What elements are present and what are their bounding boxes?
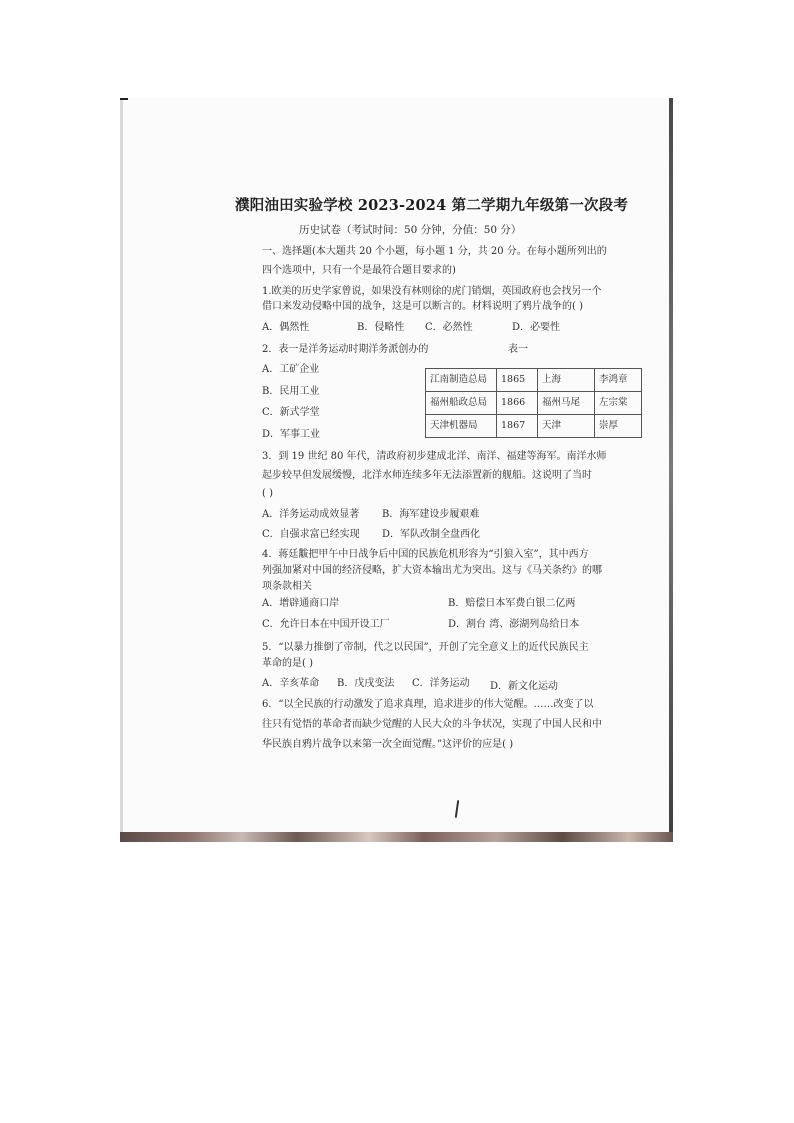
table-cell: 江南制造总局 xyxy=(426,369,497,392)
q1-stem-line2: 借口来发动侵略中国的战争，这是可以断言的。材料说明了鸦片战争的( ) xyxy=(262,301,583,312)
q3-stem-line2: 起步较早但发展缓慢，北洋水师连续多年无法添置新的舰船。这说明了当时 xyxy=(262,470,592,481)
q4-stem-line1: 4．蒋廷黻把甲午中日战争后中国的民族危机形容为“引狼入室”，其中西方 xyxy=(262,549,589,560)
table-cell: 上海 xyxy=(538,369,595,392)
q2-table xyxy=(425,368,642,438)
q5-stem-line2: 革命的是( ) xyxy=(262,658,313,669)
exam-title: 濮阳油田实验学校 2023-2024 第二学期九年级第一次段考 xyxy=(235,197,629,214)
q6-stem-line1: 6．“以全民族的行动激发了追求真理，追求进步的伟大觉醒。……改变了以 xyxy=(262,699,594,710)
q6-stem-line3: 华民族自鸦片战争以来第一次全面觉醒。”这评价的应是( ) xyxy=(262,739,514,750)
q3-option-d: D．军队改制全盘西化 xyxy=(382,529,481,540)
table-cell: 1865 xyxy=(497,369,538,392)
exam-subtitle: 历史试卷（考试时间：50 分钟，分值：50 分） xyxy=(299,224,522,236)
table-cell: 李鸿章 xyxy=(595,369,642,392)
section-heading-line1: 一、选择题(本大题共 20 个小题，每小题 1 分，共 20 分。在每小题所列出的 xyxy=(262,246,607,257)
table-cell: 1866 xyxy=(497,392,538,415)
q5-option-a: A．辛亥革命 xyxy=(262,678,320,689)
section-heading-line2: 四个选项中，只有一个是最符合题目要求的) xyxy=(262,265,456,276)
q6-stem-line2: 往只有觉悟的革命者而缺少觉醒的人民大众的斗争状况，实现了中国人民和中 xyxy=(262,719,602,730)
corner-mark xyxy=(120,98,128,100)
q1-option-c: C．必然性 xyxy=(425,322,473,333)
table-cell: 天津机器局 xyxy=(426,415,497,438)
q5-option-b: B．戊戌变法 xyxy=(337,678,395,689)
q2-option-a: A．工矿企业 xyxy=(262,364,320,375)
table-cell: 福州马尾 xyxy=(538,392,595,415)
table-cell: 天津 xyxy=(538,415,595,438)
table-cell: 1867 xyxy=(497,415,538,438)
q3-stem-line1: 3．到 19 世纪 80 年代，清政府初步建成北洋、南洋、福建等海军。南洋水师 xyxy=(262,451,607,462)
q4-option-d: D．割台 湾、澎湖列岛给日本 xyxy=(448,619,580,630)
q2-option-c: C．新式学堂 xyxy=(262,407,320,418)
q4-option-b: B．赔偿日本军费白银二亿两 xyxy=(448,598,576,609)
paper-left-edge xyxy=(120,98,123,842)
q5-stem-line1: 5．“以暴力推倒了帝制，代之以民国”，开创了完全意义上的近代民族民主 xyxy=(262,642,589,653)
table-cell: 崇厚 xyxy=(595,415,642,438)
q2-option-d: D．军事工业 xyxy=(262,429,321,440)
q3-option-b: B．海军建设步履艰难 xyxy=(382,509,480,520)
q5-option-c: C．洋务运动 xyxy=(412,678,470,689)
q3-option-a: A．洋务运动成效显著 xyxy=(262,509,360,520)
q2-table-caption: 表一 xyxy=(508,344,528,355)
q2-option-b: B．民用工业 xyxy=(262,386,320,397)
table-row xyxy=(426,415,642,438)
background-photo-strip xyxy=(120,832,673,842)
q1-option-a: A．偶然性 xyxy=(262,322,310,333)
q1-option-b: B．侵略性 xyxy=(357,322,405,333)
q4-option-a: A．增辟通商口岸 xyxy=(262,598,340,609)
q1-option-d: D．必要性 xyxy=(512,322,561,333)
q1-stem-line1: 1.欧美的历史学家曾说，如果没有林则徐的虎门销烟，英国政府也会找另一个 xyxy=(262,286,602,297)
q2-stem: 2．表一是洋务运动时期洋务派创办的 xyxy=(262,344,429,355)
q4-option-c: C．允许日本在中国开设工厂 xyxy=(262,619,390,630)
q3-stem-line3: ( ) xyxy=(262,488,273,499)
paper-right-edge xyxy=(669,98,673,842)
pen-mark xyxy=(455,800,459,818)
q5-option-d: D．新文化运动 xyxy=(490,681,559,692)
q3-option-c: C．自强求富已经实现 xyxy=(262,529,360,540)
table-cell: 福州船政总局 xyxy=(426,392,497,415)
table-cell: 左宗棠 xyxy=(595,392,642,415)
table-row xyxy=(426,392,642,415)
table-row xyxy=(426,369,642,392)
q4-stem-line3: 项条款相关 xyxy=(262,581,312,592)
q4-stem-line2: 列强加紧对中国的经济侵略，扩大资本输出尤为突出。这与《马关条约》的哪 xyxy=(262,565,602,576)
